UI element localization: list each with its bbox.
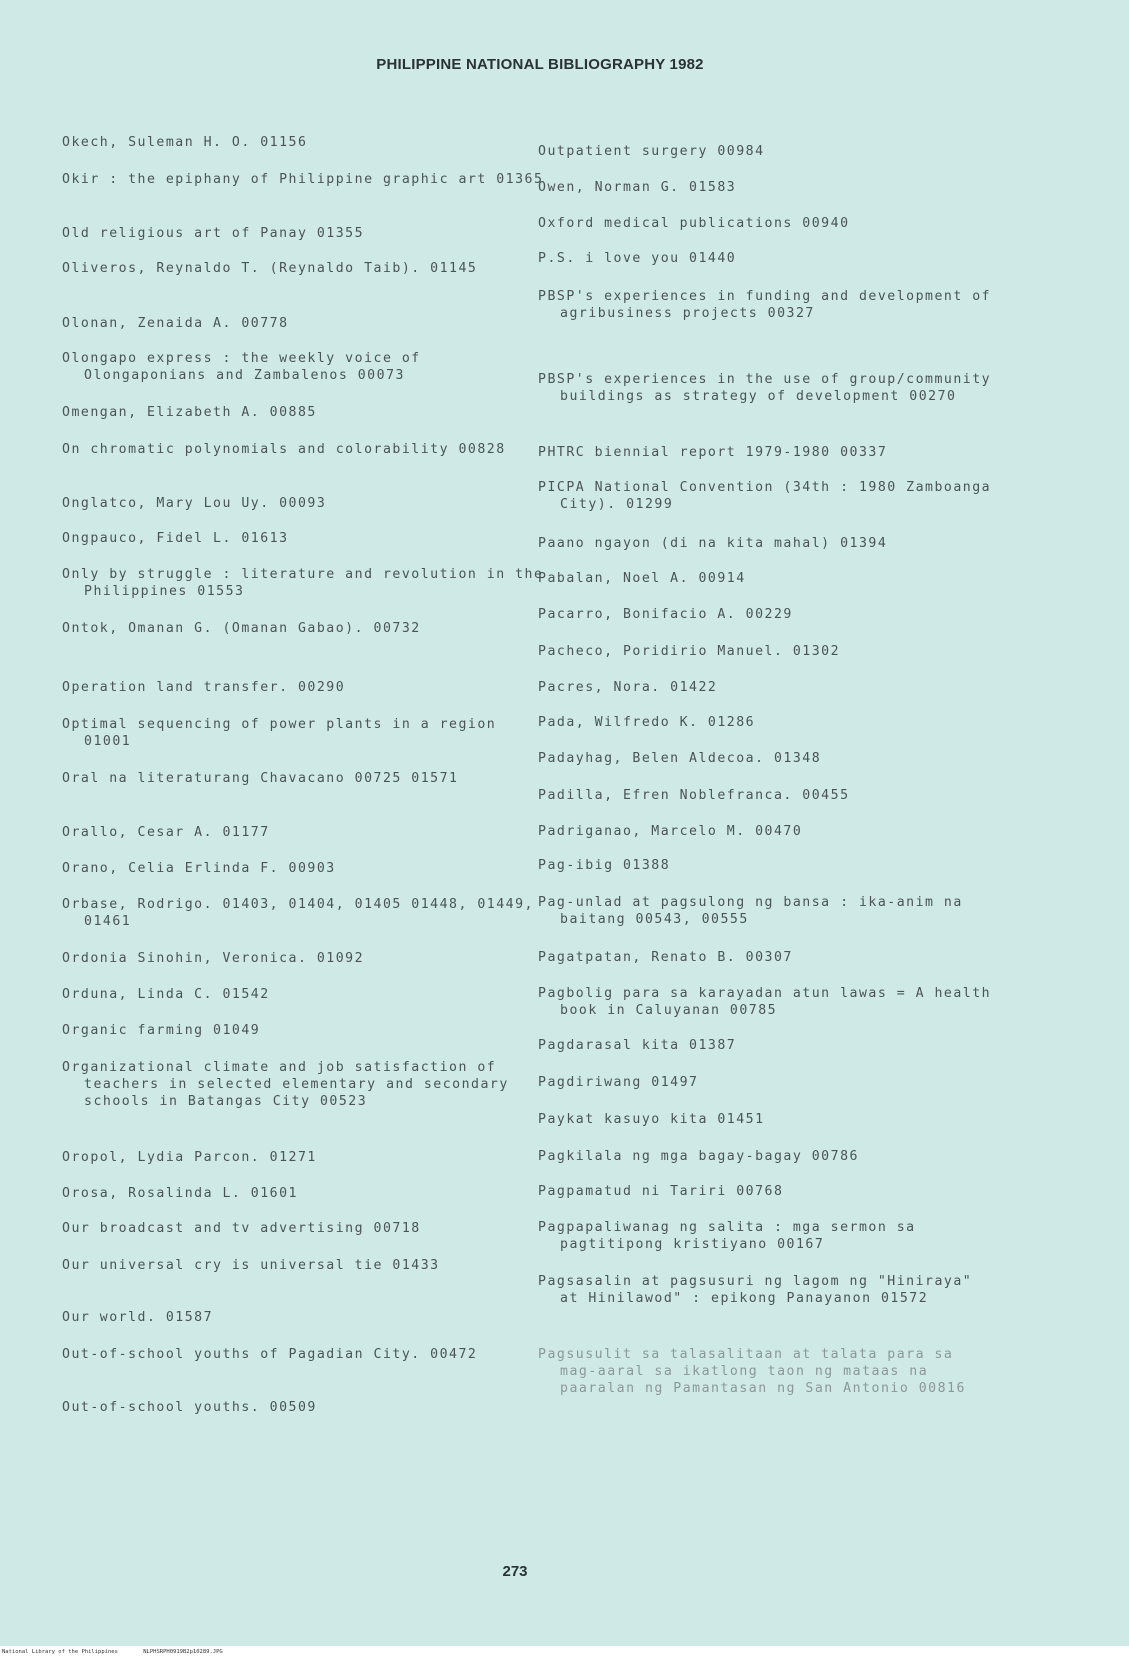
index-entry: PBSP's experiences in the use of group/community buildings as strategy of development 00270 xyxy=(538,372,992,404)
index-entry: Pagpapaliwanag ng salita : mga sermon sa pagtitipong kristiyano 00167 xyxy=(538,1220,916,1252)
index-entry: Our broadcast and tv advertising 00718 xyxy=(62,1221,421,1236)
index-entry: Orbase, Rodrigo. 01403, 01404, 01405 01448, 01449, 01461 xyxy=(62,897,534,929)
index-entry: Pagdiriwang 01497 xyxy=(538,1075,699,1090)
index-entry: Padilla, Efren Noblefranca. 00455 xyxy=(538,788,850,803)
index-entry: Organic farming 01049 xyxy=(62,1023,261,1038)
index-entry: Pagbolig para sa karayadan atun lawas = A health book in Caluyanan 00785 xyxy=(538,986,992,1018)
page-title: PHILIPPINE NATIONAL BIBLIOGRAPHY 1982 xyxy=(376,56,704,73)
index-entry: Pagsusulit sa talasalitaan at talata para sa mag-aaral sa ikatlong taon ng mataas na paaralan ng Pamantasan ng San Antonio 00816 xyxy=(538,1347,966,1396)
index-entry: PHTRC biennial report 1979-1980 00337 xyxy=(538,445,888,460)
index-entry: Pacheco, Poridirio Manuel. 01302 xyxy=(538,644,841,659)
index-entry: PICPA National Convention (34th : 1980 Zamboanga City). 01299 xyxy=(538,480,992,512)
index-entry: Pacres, Nora. 01422 xyxy=(538,680,718,695)
index-entry: Owen, Norman G. 01583 xyxy=(538,180,737,195)
footer-institution: National Library of the Philippines xyxy=(2,1649,118,1655)
index-entry: Ontok, Omanan G. (Omanan Gabao). 00732 xyxy=(62,621,421,636)
index-entry: Pagatpatan, Renato B. 00307 xyxy=(538,950,793,965)
index-entry: Optimal sequencing of power plants in a region 01001 xyxy=(62,717,497,749)
index-entry: Pagkilala ng mga bagay-bagay 00786 xyxy=(538,1149,859,1164)
index-entry: Padriganao, Marcelo M. 00470 xyxy=(538,824,803,839)
index-entry: Our universal cry is universal tie 01433 xyxy=(62,1258,440,1273)
index-entry: Pagsasalin at pagsusuri ng lagom ng "Hinirayа" at Hinilawod" : epikong Panayanon 01572 xyxy=(538,1274,973,1306)
index-entry: PBSP's experiences in funding and development of agribusiness projects 00327 xyxy=(538,289,992,321)
index-entry: On chromatic polynomials and colorability 00828 xyxy=(62,442,506,457)
index-entry: Pagpamatud ni Tariri 00768 xyxy=(538,1184,784,1199)
index-entry: Pag-unlad at pagsulong ng bansa : ika-anim na baitang 00543, 00555 xyxy=(538,895,963,927)
index-entry: Out-of-school youths. 00509 xyxy=(62,1400,317,1415)
index-entry: Okir : the epiphany of Philippine graphic art 01365 xyxy=(62,172,544,187)
index-entry: Oral na literaturang Chavacano 00725 01571 xyxy=(62,771,459,786)
index-entry: Out-of-school youths of Pagadian City. 00472 xyxy=(62,1347,478,1362)
index-entry: Pag-ibig 01388 xyxy=(538,858,671,873)
index-entry: Paano ngayon (di na kita mahal) 01394 xyxy=(538,536,888,551)
index-entry: Ongpauco, Fidel L. 01613 xyxy=(62,531,289,546)
index-entry: Pabalan, Noel A. 00914 xyxy=(538,571,746,586)
index-entry: Onglatco, Mary Lou Uy. 00093 xyxy=(62,496,327,511)
index-entry: Okech, Suleman H. O. 01156 xyxy=(62,135,308,150)
index-entry: Old religious art of Panay 01355 xyxy=(62,226,365,241)
index-entry: Oropol, Lydia Parcon. 01271 xyxy=(62,1150,317,1165)
index-entry: Omengan, Elizabeth A. 00885 xyxy=(62,405,317,420)
page-number: 273 xyxy=(502,1563,528,1580)
index-entry: Operation land transfer. 00290 xyxy=(62,680,346,695)
index-entry: Pacarro, Bonifacio A. 00229 xyxy=(538,607,793,622)
index-entry: Oliveros, Reynaldo T. (Reynaldo Taib). 01145 xyxy=(62,261,478,276)
index-entry: Organizational climate and job satisfaction of teachers in selected elementary and secondary schools in Batangas City 00523 xyxy=(62,1060,509,1109)
index-entry: Our world. 01587 xyxy=(62,1310,214,1325)
index-entry: Pada, Wilfredo K. 01286 xyxy=(538,715,756,730)
index-entry: Pagdarasal kita 01387 xyxy=(538,1038,737,1053)
index-entry: Paykat kasuyo kita 01451 xyxy=(538,1112,765,1127)
index-entry: Orduna, Linda C. 01542 xyxy=(62,987,270,1002)
footer-filename: NLPHSRPH0919B2p10289.JPG xyxy=(143,1649,223,1655)
scan-footer xyxy=(0,1646,1129,1658)
index-entry: Padayhag, Belen Aldecoa. 01348 xyxy=(538,751,822,766)
index-entry: Ordonia Sinohin, Veronica. 01092 xyxy=(62,951,365,966)
index-entry: Orano, Celia Erlinda F. 00903 xyxy=(62,861,336,876)
index-entry: P.S. i love you 01440 xyxy=(538,251,737,266)
index-entry: Outpatient surgery 00984 xyxy=(538,144,765,159)
index-entry: Orallo, Cesar A. 01177 xyxy=(62,825,270,840)
index-entry: Olonan, Zenaida A. 00778 xyxy=(62,316,289,331)
index-entry: Orosa, Rosalinda L. 01601 xyxy=(62,1186,298,1201)
index-entry: Only by struggle : literature and revolution in the Philippines 01553 xyxy=(62,567,544,599)
index-entry: Oxford medical publications 00940 xyxy=(538,216,850,231)
index-entry: Olongapo express : the weekly voice of Olongaponians and Zambalenos 00073 xyxy=(62,351,421,383)
